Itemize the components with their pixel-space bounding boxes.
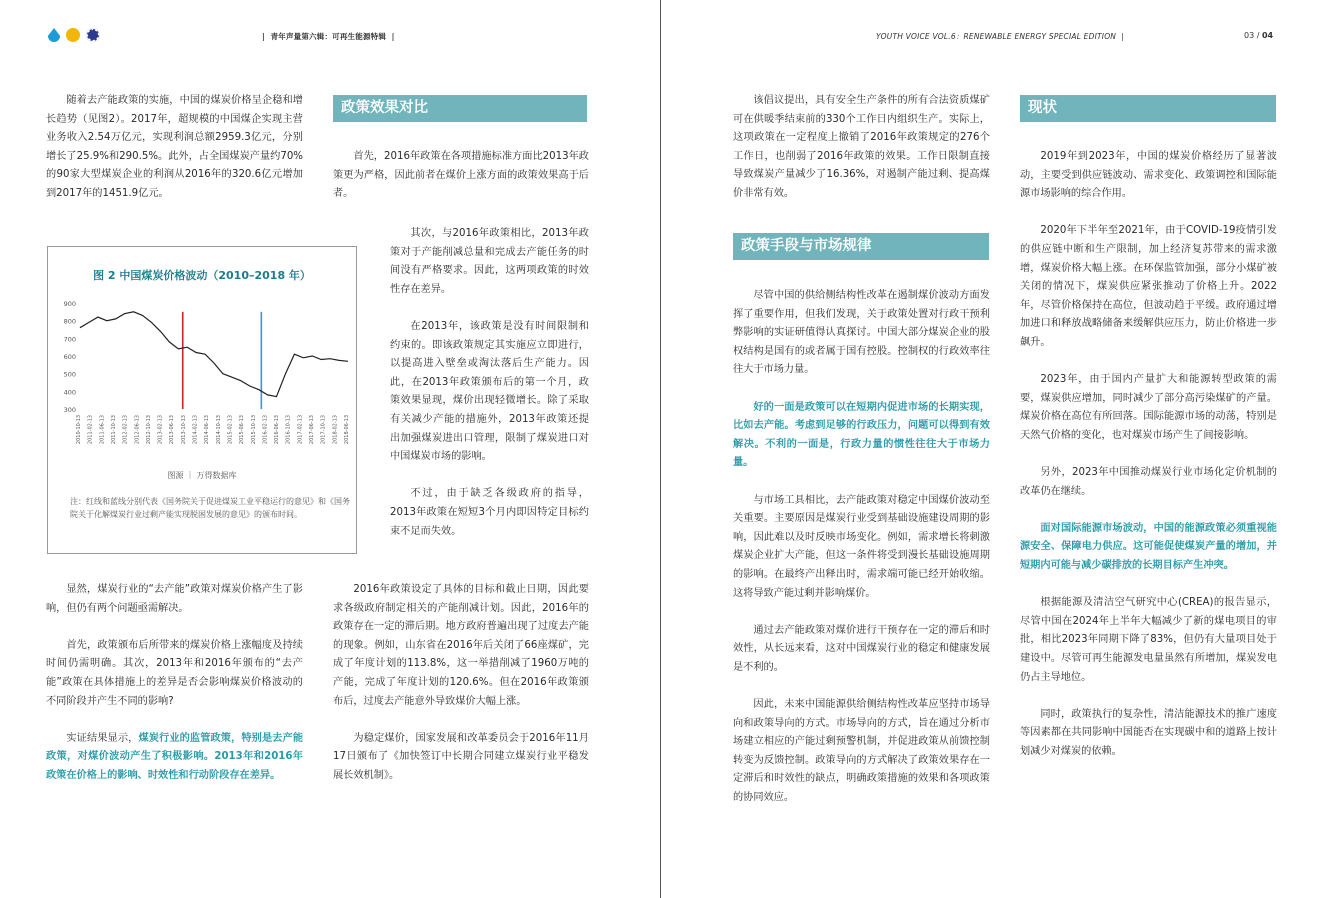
y-tick-label: 700 [63, 335, 76, 344]
brand-dots [48, 28, 100, 42]
sun-icon [66, 28, 80, 42]
x-tick-label: 2013-10-13 [180, 415, 187, 445]
x-tick-label: 2012-02-13 [122, 415, 129, 445]
y-tick-label: 900 [63, 300, 76, 308]
paragraph: 显然，煤炭行业的“去产能”政策对煤炭价格产生了影响，但仍有两个问题亟需解决。 [46, 584, 303, 614]
x-tick-label: 2015-10-13 [250, 415, 257, 445]
figure-source: 图源 ｜ 万得数据库 [167, 471, 237, 480]
coal-price-series-line [80, 312, 348, 397]
column-4-body [1020, 148, 1277, 780]
section-heading-policy-comparison: 政策效果对比 [333, 95, 587, 122]
x-tick-label: 2016-02-13 [262, 415, 269, 445]
x-tick-label: 2017-06-13 [309, 415, 316, 445]
x-tick-label: 2015-02-13 [227, 415, 234, 445]
paragraph: 为稳定煤价，国家发展和改革委员会于2016年11月17日颁布了《加快签订中长期合同建立煤炭行业平稳发展长效机制》。 [333, 732, 589, 781]
paragraph: 首先，政策颁布后所带来的煤炭价格上涨幅度及持续时间仍需明确。其次，2013年和2016年颁布的“去产能”政策在具体措施上的差异是否会影响煤炭价格波动的不同阶段并产生不同的影响? [46, 639, 303, 707]
paragraph: 2023年，由于国内产量扩大和能源转型政策的需要，煤炭供应增加，同时减少了部分高污染煤矿的产量。煤炭价格在高位有所回落。国际能源市场的动荡，特别是天然气价格的变化，也对煤炭市场产生了间接影响。 [1020, 374, 1277, 441]
x-tick-label: 2014-02-13 [192, 415, 199, 445]
x-tick-label: 2018-06-13 [344, 415, 350, 445]
x-tick-label: 2012-06-13 [134, 415, 141, 445]
paragraph: 因此，未来中国能源供给侧结构性改革应坚持市场导向和政策导向的方式。市场导向的方式，旨在通过分析市场建立相应的产能过剩预警机制，并促进政策从前馈控制转变为反馈控制。政策导向的方式解决了政策效果存在一定滞后和时效性的缺点，明确政策措施的效果和各项政策的协同效应。 [733, 699, 990, 804]
paragraph: 首先，2016年政策在各项措施标准方面比2013年政策更为严格，因此前者在煤价上涨方面的政策效果高于后者。 [333, 151, 589, 200]
x-tick-label: 2012-10-13 [145, 415, 152, 445]
x-tick-label: 2010-10-13 [76, 415, 82, 445]
x-tick-label: 2011-06-13 [99, 415, 106, 445]
y-tick-label: 300 [63, 406, 76, 414]
x-tick-label: 2018-02-13 [332, 415, 339, 445]
column-2-bottom [333, 581, 589, 804]
x-tick-label: 2011-02-13 [87, 415, 94, 445]
x-tick-label: 2013-06-13 [169, 415, 176, 445]
x-tick-label: 2017-10-13 [320, 415, 327, 445]
y-tick-label: 500 [63, 370, 76, 379]
paragraph: 根据能源及清洁空气研究中心(CREA)的报告显示，尽管中国在2024年上半年大幅减少了新的煤电项目的审批，相比2023年同期下降了83%，但仍有大量项目处于建设中。尽管可再生能源发电量虽然有所增加，煤炭发电仍占主导地位。 [1020, 597, 1277, 683]
x-tick-label: 2011-10-13 [110, 415, 117, 445]
y-tick-label: 600 [63, 353, 76, 361]
page-number: 03 / 04 [1244, 31, 1274, 40]
highlight-paragraph: 好的一面是政策可以在短期内促进市场的长期实现，比如去产能。考虑到足够的行政压力，问题可以得到有效解决。不利的一面是，行政力量的惯性往往大于市场力量。 [733, 401, 990, 469]
x-tick-label: 2014-10-13 [215, 415, 222, 445]
right-running-header: YOUTH VOICE VOL.6：RENEWABLE ENERGY SPECIAL EDITION | [876, 32, 1125, 41]
section-heading-status: 现状 [1020, 95, 1276, 122]
coal-price-line-chart [48, 289, 356, 469]
water-drop-icon [48, 28, 60, 42]
page-gutter-divider [660, 0, 661, 898]
paragraph: 同时，政策执行的复杂性，清洁能源技术的推广速度等因素都在共同影响中国能否在实现碳中和的道路上按计划减少对煤炭的依赖。 [1020, 708, 1277, 757]
x-tick-label: 2014-06-13 [204, 415, 211, 445]
x-tick-label: 2016-06-13 [274, 415, 281, 445]
paragraph: 该倡议提出，具有安全生产条件的所有合法资质煤矿可在供暖季结束前的330个工作日内组织生产。实际上，这项政策在一定程度上撤销了2016年政策规定的276个工作日，也削弱了2016年政策的效果。工作日限制直接导致煤炭产量减少了16.36%，对遏制产能过剩、提高煤价非常有效。 [733, 95, 990, 199]
column-2-top [333, 148, 589, 222]
paragraph: 另外，2023年中国推动煤炭行业市场化定价机制的改革仍在继续。 [1020, 467, 1277, 497]
column-3-body [733, 287, 990, 826]
paragraph: 随着去产能政策的实施，中国的煤炭价格呈企稳和增长趋势（见图2）。2017年，超规模的中国煤企实现主营业务收入2.54万亿元，实现利润总额2959.3亿元，分别增长了25.9%和290.5%。此外，占全国煤炭产量约70%的90家大型煤炭企业的利润从2016年的320.6亿元增加到2017年的1451.9亿元。 [46, 95, 303, 199]
left-running-header: | 青年声量第六辑：可再生能源特辑 | [262, 32, 395, 41]
x-tick-label: 2015-06-13 [239, 415, 246, 445]
paragraph: 通过去产能政策对煤价进行干预存在一定的滞后和时效性，从长远来看，这对中国煤炭行业的稳定和健康发展是不利的。 [733, 624, 990, 673]
paragraph: 与市场工具相比，去产能政策对稳定中国煤价波动至关重要。主要原因是煤炭行业受到基础设施建设周期的影响，因此难以及时反映市场变化。例如，需求增长将刺激煤炭企业扩大产能，但这一条件将受到漫长基础设施周期的影响。在最终产出释出时，需求端可能已经开始收缩。这将导致产能过剩并影响煤价。 [733, 494, 990, 599]
x-tick-label: 2013-02-13 [157, 415, 164, 445]
y-tick-label: 800 [63, 317, 76, 326]
section-heading-policy-and-market: 政策手段与市场规律 [733, 233, 989, 260]
paragraph: 其次，与2016年政策相比，2013年政策对于产能削减总量和完成去产能任务的时间没有严格要求。因此，这两项政策的时效性存在差异。 [390, 228, 589, 295]
paragraph: 在2013年，该政策是没有时间限制和约束的。即该政策规定其实施应立即进行，以提高进入壁垒或淘汰落后生产能力。因此，在2013年政策颁布后的第一个月，政策效果显现，煤价出现轻微增长。除了采取有关减少产能的措施外，2013年政策还提出加强煤炭进出口管理，限制了煤炭进口对中国煤炭市场的影响。 [390, 320, 589, 463]
x-tick-label: 2017-02-13 [297, 415, 304, 445]
paragraph: 2020年下半年至2021年，由于COVID-19疫情引发的供应链中断和生产限制，加上经济复苏带来的需求激增，煤炭价格大幅上涨。在环保监管加强，部分小煤矿被关闭的情况下，煤炭供应紧张推动了价格上升。2022年，尽管价格保持在高位，但波动趋于平缓。政府通过增加进口和释放战略储备来缓解供应压力，防止价格进一步飙升。 [1020, 225, 1277, 348]
highlight-paragraph: 面对国际能源市场波动，中国的能源政策必须重视能源安全、保障电力供应。这可能促使煤炭产量的增加，并短期内可能与减少碳排放的长期目标产生冲突。 [1020, 522, 1277, 572]
figure-2 [47, 246, 357, 554]
column-2-narrow [390, 225, 589, 560]
x-tick-label: 2016-10-13 [285, 415, 292, 445]
paragraph: 2019年到2023年，中国的煤炭价格经历了显著波动，主要受到供应链波动、需求变化、政策调控和国际能源市场影响的综合作用。 [1020, 151, 1277, 200]
column-3-top [733, 92, 990, 222]
gear-icon [86, 28, 100, 42]
column-1-top [46, 92, 303, 222]
column-1-bottom [46, 581, 303, 804]
figure-note: 注：红线和蓝线分别代表《国务院关于促进煤炭工业平稳运行的意见》和《国务院关于化解煤炭行业过剩产能实现脱困发展的意见》的颁布时间。 [70, 497, 350, 519]
paragraph: 尽管中国的供给侧结构性改革在遏制煤价波动方面发挥了重要作用，但我们发现，关于政策处置对行政干预利弊影响的实证研值得认真探讨。中国大部分煤炭企业的股权结构是国有的或者属于国有控股。控制权的行政效率往往大于市场力量。 [733, 290, 990, 376]
y-tick-label: 400 [63, 388, 76, 397]
figure-title: 图 2 中国煤炭价格波动（2010–2018 年） [93, 269, 311, 282]
paragraph: 不过，由于缺乏各级政府的指导，2013年政策在短短3个月内即因特定目标约束不足而失效。 [390, 488, 589, 537]
paragraph: 2016年政策设定了具体的目标和截止日期，因此要求各级政府制定相关的产能削减计划。因此，2016年的政策存在一定的滞后期。地方政府普遍出现了过度去产能的现象。例如，山东省在2016年后关闭了66座煤矿，完成了年度计划的113.8%，这一举措削减了1960万吨的产能，完成了年度计划的120.6%。但在2016年政策颁布后，过度去产能意外导致煤价大幅上涨。 [333, 584, 589, 707]
paragraph: 实证结果显示，煤炭行业的监管政策，特别是去产能政策，对煤价波动产生了积极影响。2013年和2016年政策在价格上的影响、时效性和行动阶段存在差异。 [46, 732, 304, 781]
